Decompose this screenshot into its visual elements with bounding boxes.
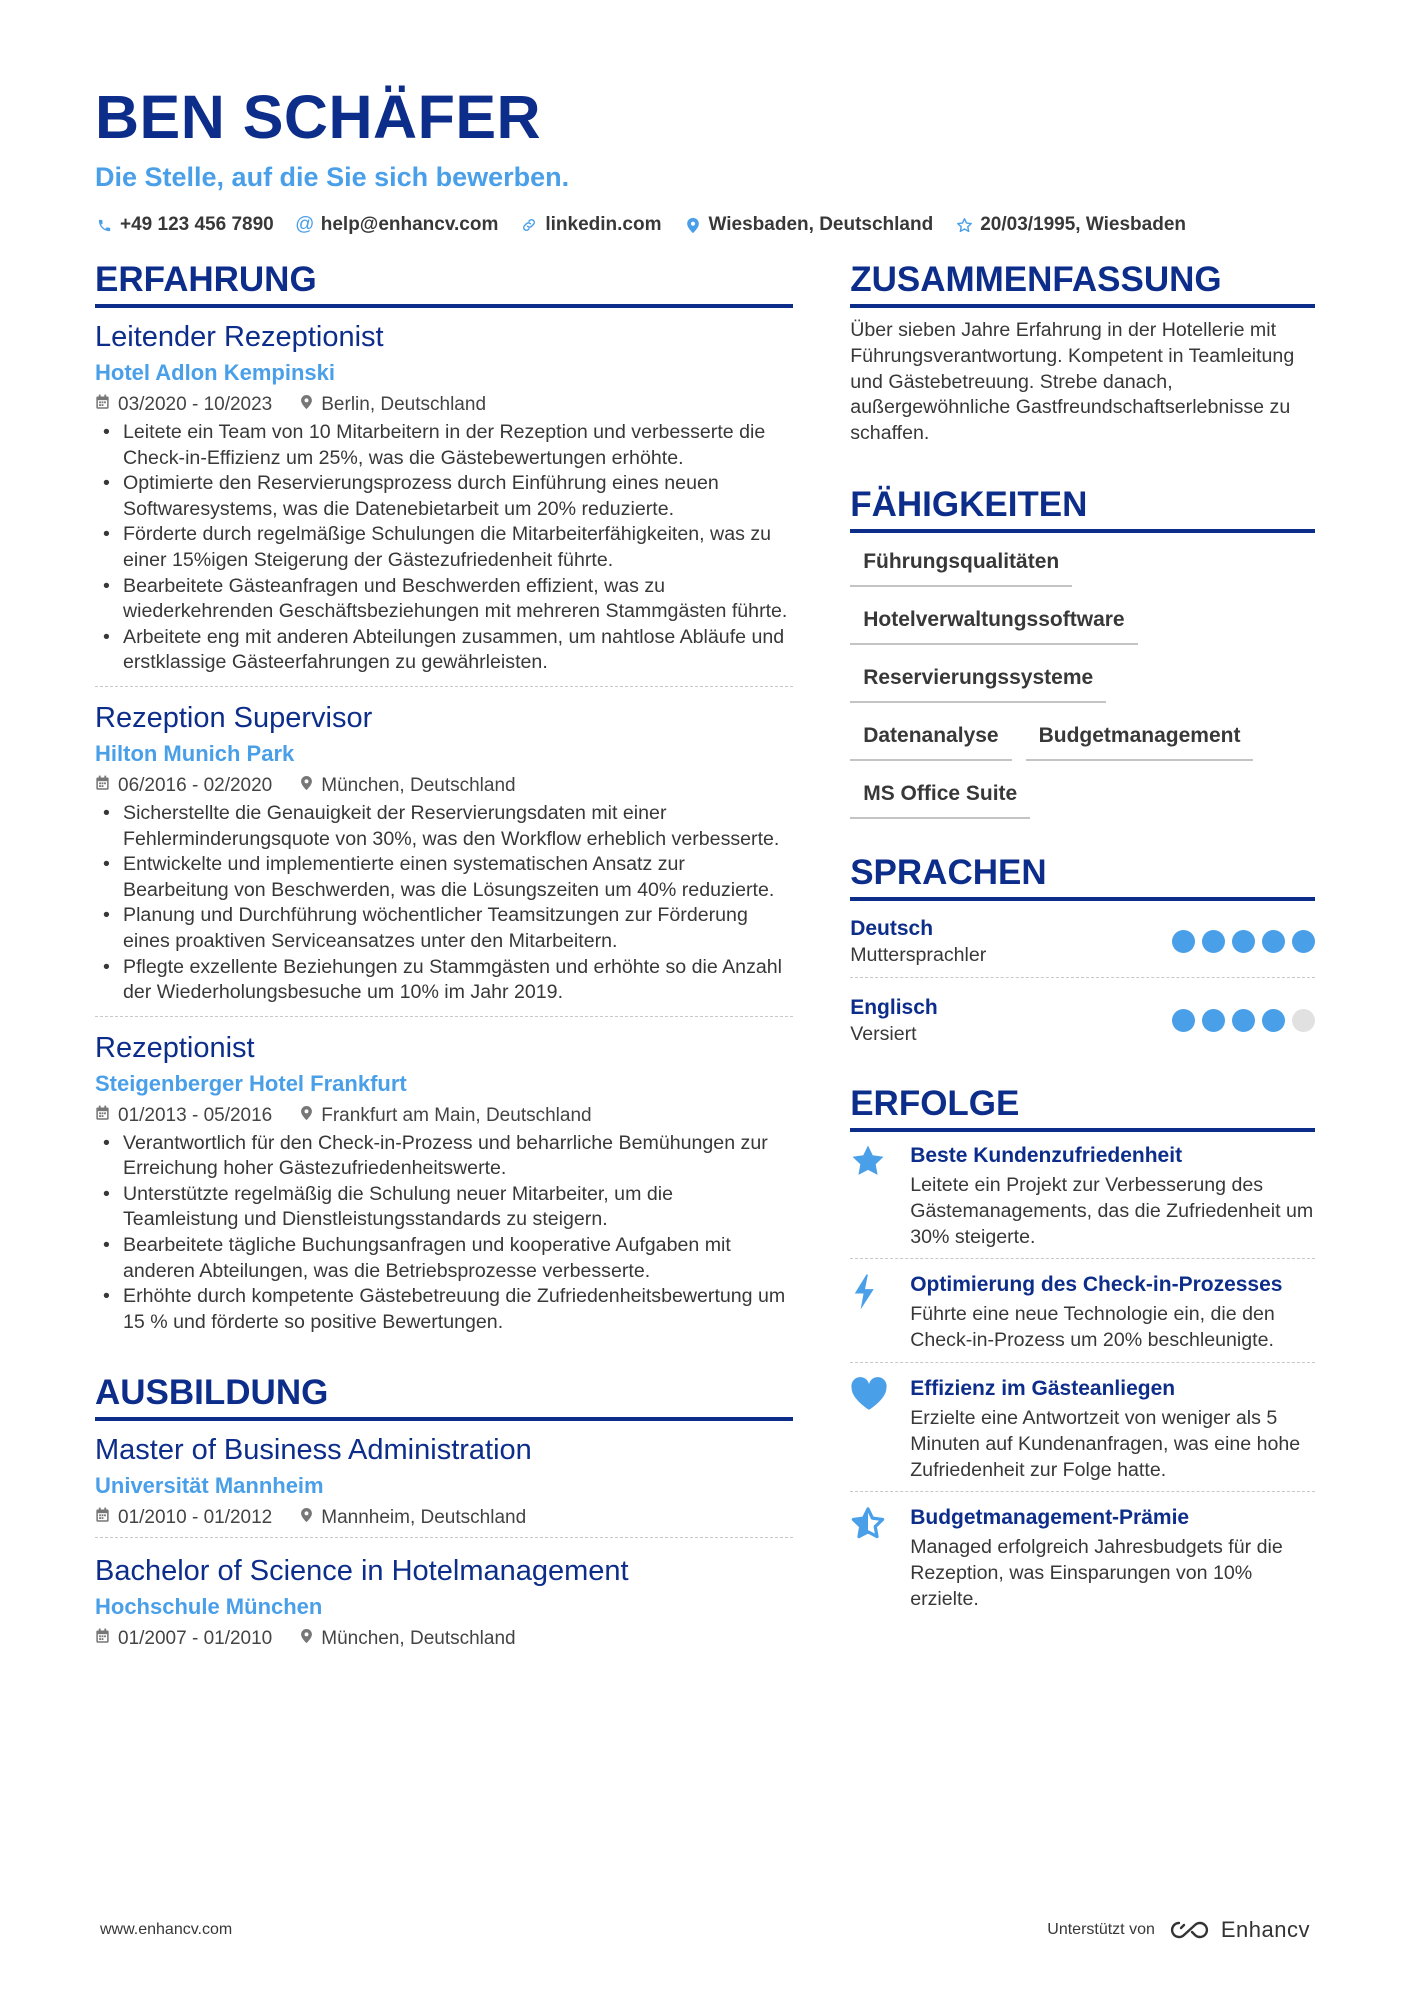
at-icon: @ bbox=[295, 214, 315, 235]
job-meta bbox=[95, 1103, 793, 1129]
summary-text: Über sieben Jahre Erfahrung in der Hotellerie mit Führungsverantwortung. Kompetent in Teamleitung und Gästebetreuung. Strebe danach, außergewöhnliche Gastfreundschaftserlebnisse zu schaffen. bbox=[850, 319, 1295, 445]
achievement-description: Managed erfolgreich Jahresbudgets für die Rezeption, was Einsparungen von 10% erzielte. bbox=[910, 1536, 1283, 1610]
achievement-description: Erzielte eine Antwortzeit von weniger als 5 Minuten auf Kundenanfragen, was eine hohe Zufriedenheit zur Folge hatte. bbox=[910, 1406, 1301, 1481]
job-title: Leitender Rezeptionist bbox=[95, 321, 384, 353]
skills-section-title: FÄHIGKEITEN bbox=[850, 483, 1315, 533]
skills-list bbox=[850, 543, 1315, 833]
left-column bbox=[95, 258, 793, 1672]
phone-icon bbox=[95, 218, 113, 233]
powered-by-text: Unterstützt von bbox=[1047, 1921, 1155, 1938]
education-location: Mannheim, Deutschland bbox=[321, 1507, 527, 1529]
achievement-entry bbox=[850, 1142, 1315, 1259]
summary-section-title: ZUSAMMENFASSUNG bbox=[850, 258, 1315, 308]
school-name: Universität Mannheim bbox=[95, 1473, 324, 1499]
link-icon bbox=[520, 217, 538, 233]
languages-section-title: SPRACHEN bbox=[850, 851, 1315, 901]
achievement-entry bbox=[850, 1375, 1315, 1492]
skill-tag: Hotelverwaltungssoftware bbox=[850, 601, 1137, 645]
enhancv-logo-icon bbox=[1167, 1919, 1213, 1941]
star-outline-icon bbox=[955, 217, 973, 234]
contact-birth bbox=[955, 212, 1186, 238]
contact-location bbox=[684, 212, 934, 238]
degree-title: Bachelor of Science in Hotelmanagement bbox=[95, 1555, 629, 1588]
bullet-item: • Bearbeitete tägliche Buchungsanfragen und kooperative Aufgaben mit anderen Abteilungen, was die Betriebsprozesse verbesserte. bbox=[95, 1233, 793, 1284]
heart-icon bbox=[850, 1375, 910, 1483]
job-company: Hilton Munich Park bbox=[95, 740, 295, 766]
star-icon bbox=[850, 1142, 910, 1250]
job-location: Frankfurt am Main, Deutschland bbox=[321, 1104, 592, 1126]
birth-text: 20/03/1995, Wiesbaden bbox=[980, 214, 1186, 235]
bullet-item: • Unterstützte regelmäßig die Schulung neuer Mitarbeiter, um die Teamleistung und Dienstleistungsstandards zu steigern. bbox=[95, 1182, 793, 1233]
experience-entry bbox=[95, 1029, 793, 1346]
headline: Die Stelle, auf die Sie sich bewerben. bbox=[95, 162, 570, 192]
language-level: Versiert bbox=[850, 1022, 917, 1045]
language-entry bbox=[850, 990, 1315, 1056]
bullet-item: • Förderte durch regelmäßige Schulungen die Mitarbeiterfähigkeiten, was zu einer 15%igen Steigerung der Gästezufriedenheit führte. bbox=[95, 522, 793, 573]
education-dates: 01/2010 - 01/2012 bbox=[118, 1507, 273, 1529]
right-column bbox=[850, 258, 1315, 1672]
bullet-item: • Bearbeitete Gästeanfragen und Beschwerden effizient, was zu wiederkehrenden Geschäftsbeziehungen mit mehreren Stammgästen führte. bbox=[95, 574, 793, 625]
education-location: München, Deutschland bbox=[321, 1628, 516, 1650]
rating-dot-empty bbox=[1292, 1009, 1315, 1032]
star-outline-icon bbox=[850, 1504, 910, 1612]
achievement-description: Führte eine neue Technologie ein, die den Check-in-Prozess um 20% beschleunigte. bbox=[910, 1303, 1275, 1352]
job-dates: 01/2013 - 05/2016 bbox=[118, 1104, 273, 1126]
bullet-item: • Sicherstellte die Genauigkeit der Reservierungsdaten mit einer Fehlerminderungsquote von 30%, was den Workflow erheblich verbesserte. bbox=[95, 801, 793, 852]
skill-tag: Budgetmanagement bbox=[1026, 717, 1254, 761]
skill-tag: MS Office Suite bbox=[850, 775, 1030, 819]
bullet-item: • Erhöhte durch kompetente Gästebetreuung die Zufriedenheitsbewertung um 15 % und förderte so positive Bewertungen. bbox=[95, 1284, 793, 1335]
language-name: Englisch bbox=[850, 995, 938, 1019]
achievement-entry bbox=[850, 1271, 1315, 1363]
contact-bar bbox=[95, 212, 1315, 238]
job-title: Rezeption Supervisor bbox=[95, 701, 373, 734]
education-dates: 01/2007 - 01/2010 bbox=[118, 1628, 273, 1650]
linkedin-text: linkedin.com bbox=[545, 214, 662, 235]
job-bullets bbox=[95, 801, 793, 1006]
job-bullets bbox=[95, 420, 793, 676]
achievement-entry bbox=[850, 1504, 1315, 1620]
achievement-title: Beste Kundenzufriedenheit bbox=[910, 1143, 1183, 1167]
lightning-icon bbox=[850, 1271, 910, 1354]
language-name: Deutsch bbox=[850, 916, 934, 940]
experience-entry bbox=[95, 699, 793, 1017]
bullet-item: • Optimierte den Reservierungsprozess durch Einführung eines neuen Softwaresystems, was die Datenebietarbeit um 20% reduzierte. bbox=[95, 471, 793, 522]
job-location: München, Deutschland bbox=[321, 774, 516, 796]
experience-section-title: ERFAHRUNG bbox=[95, 258, 793, 308]
rating-dot-filled bbox=[1232, 1009, 1255, 1032]
skill-tag: Reservierungssysteme bbox=[850, 659, 1106, 703]
calendar-icon bbox=[95, 392, 110, 418]
language-level: Muttersprachler bbox=[850, 943, 987, 966]
education-section-title: AUSBILDUNG bbox=[95, 1371, 793, 1421]
degree-title: Master of Business Administration bbox=[95, 1434, 532, 1467]
calendar-icon bbox=[95, 1103, 110, 1129]
calendar-icon bbox=[95, 773, 110, 799]
bullet-item: • Verantwortlich für den Check-in-Prozess und beharrliche Bemühungen zur Erreichung hoher Gästezufriedenheitswerte. bbox=[95, 1131, 793, 1182]
location-pin-icon bbox=[300, 1103, 313, 1129]
language-rating bbox=[1165, 1009, 1315, 1032]
rating-dot-filled bbox=[1172, 930, 1195, 953]
job-company: Hotel Adlon Kempinski bbox=[95, 360, 335, 385]
achievements-section-title: ERFOLGE bbox=[850, 1082, 1315, 1132]
achievement-title: Budgetmanagement-Prämie bbox=[910, 1506, 1190, 1530]
calendar-icon bbox=[95, 1505, 110, 1531]
job-dates: 06/2016 - 02/2020 bbox=[118, 774, 273, 796]
language-entry bbox=[850, 911, 1315, 978]
footer-website-link[interactable]: www.enhancv.com bbox=[100, 1921, 233, 1938]
location-pin-icon bbox=[300, 1626, 313, 1652]
job-dates: 03/2020 - 10/2023 bbox=[118, 394, 273, 415]
job-location: Berlin, Deutschland bbox=[321, 394, 487, 415]
job-company: Steigenberger Hotel Frankfurt bbox=[95, 1070, 407, 1096]
phone-text: +49 123 456 7890 bbox=[120, 214, 274, 235]
job-bullets bbox=[95, 1131, 793, 1336]
rating-dot-filled bbox=[1262, 930, 1285, 953]
location-pin-icon bbox=[300, 773, 313, 799]
location-text: Wiesbaden, Deutschland bbox=[708, 214, 934, 235]
achievement-title: Effizienz im Gästeanliegen bbox=[910, 1376, 1176, 1400]
page-footer bbox=[100, 1917, 1310, 1943]
email-text: help@enhancv.com bbox=[320, 214, 499, 235]
language-rating bbox=[1165, 930, 1315, 953]
bullet-item: • Planung und Durchführung wöchentlicher Teamsitzungen zur Förderung eines proaktiven Serviceansatzes unter den Mitarbeitern. bbox=[95, 903, 793, 954]
rating-dot-filled bbox=[1202, 1009, 1225, 1032]
rating-dot-filled bbox=[1262, 1009, 1285, 1032]
content-columns bbox=[95, 258, 1315, 1672]
calendar-icon bbox=[95, 1626, 110, 1652]
job-meta bbox=[95, 392, 793, 418]
location-pin-icon bbox=[300, 1505, 313, 1531]
bullet-item: • Leitete ein Team von 10 Mitarbeitern in der Rezeption und verbesserte die Check-in-Effizienz um 25%, was die Gästebewertungen erhöhte. bbox=[95, 420, 793, 471]
brand-name: Enhancv bbox=[1220, 1917, 1310, 1942]
skill-tag: Führungsqualitäten bbox=[850, 543, 1072, 587]
achievement-title: Optimierung des Check-in-Prozesses bbox=[910, 1273, 1283, 1297]
rating-dot-filled bbox=[1232, 930, 1255, 953]
rating-dot-filled bbox=[1172, 1009, 1195, 1032]
location-pin-icon bbox=[300, 392, 313, 418]
contact-linkedin[interactable] bbox=[520, 212, 661, 238]
education-meta bbox=[95, 1505, 793, 1531]
bullet-item: • Arbeitete eng mit anderen Abteilungen zusammen, um nahtlose Abläufe und erstklassige Gästeerfahrungen zu gewährleisten. bbox=[95, 625, 793, 676]
job-title: Rezeptionist bbox=[95, 1031, 255, 1064]
candidate-name: BEN SCHÄFER bbox=[95, 83, 542, 151]
location-pin-icon bbox=[684, 217, 702, 234]
bullet-item: • Entwickelte und implementierte einen systematischen Ansatz zur Bearbeitung von Beschwerden, was die Lösungszeiten um 40% reduzierte. bbox=[95, 852, 793, 903]
education-entry bbox=[95, 1431, 793, 1538]
contact-phone[interactable] bbox=[95, 212, 274, 238]
contact-email[interactable] bbox=[296, 212, 499, 238]
education-meta bbox=[95, 1626, 793, 1652]
skill-tag: Datenanalyse bbox=[850, 717, 1011, 761]
rating-dot-filled bbox=[1292, 930, 1315, 953]
job-meta bbox=[95, 773, 793, 799]
footer-branding[interactable] bbox=[1047, 1917, 1310, 1943]
bullet-item: • Pflegte exzellente Beziehungen zu Stammgästen und erhöhte so die Anzahl der Wiederholungsbesuche um 10% im Jahr 2019. bbox=[95, 955, 793, 1006]
achievement-description: Leitete ein Projekt zur Verbesserung des Gästemanagements, das die Zufriedenheit um 30% steigerte. bbox=[910, 1173, 1314, 1248]
experience-entry bbox=[95, 318, 793, 687]
education-entry bbox=[95, 1552, 793, 1658]
rating-dot-filled bbox=[1202, 930, 1225, 953]
school-name: Hochschule München bbox=[95, 1594, 323, 1620]
